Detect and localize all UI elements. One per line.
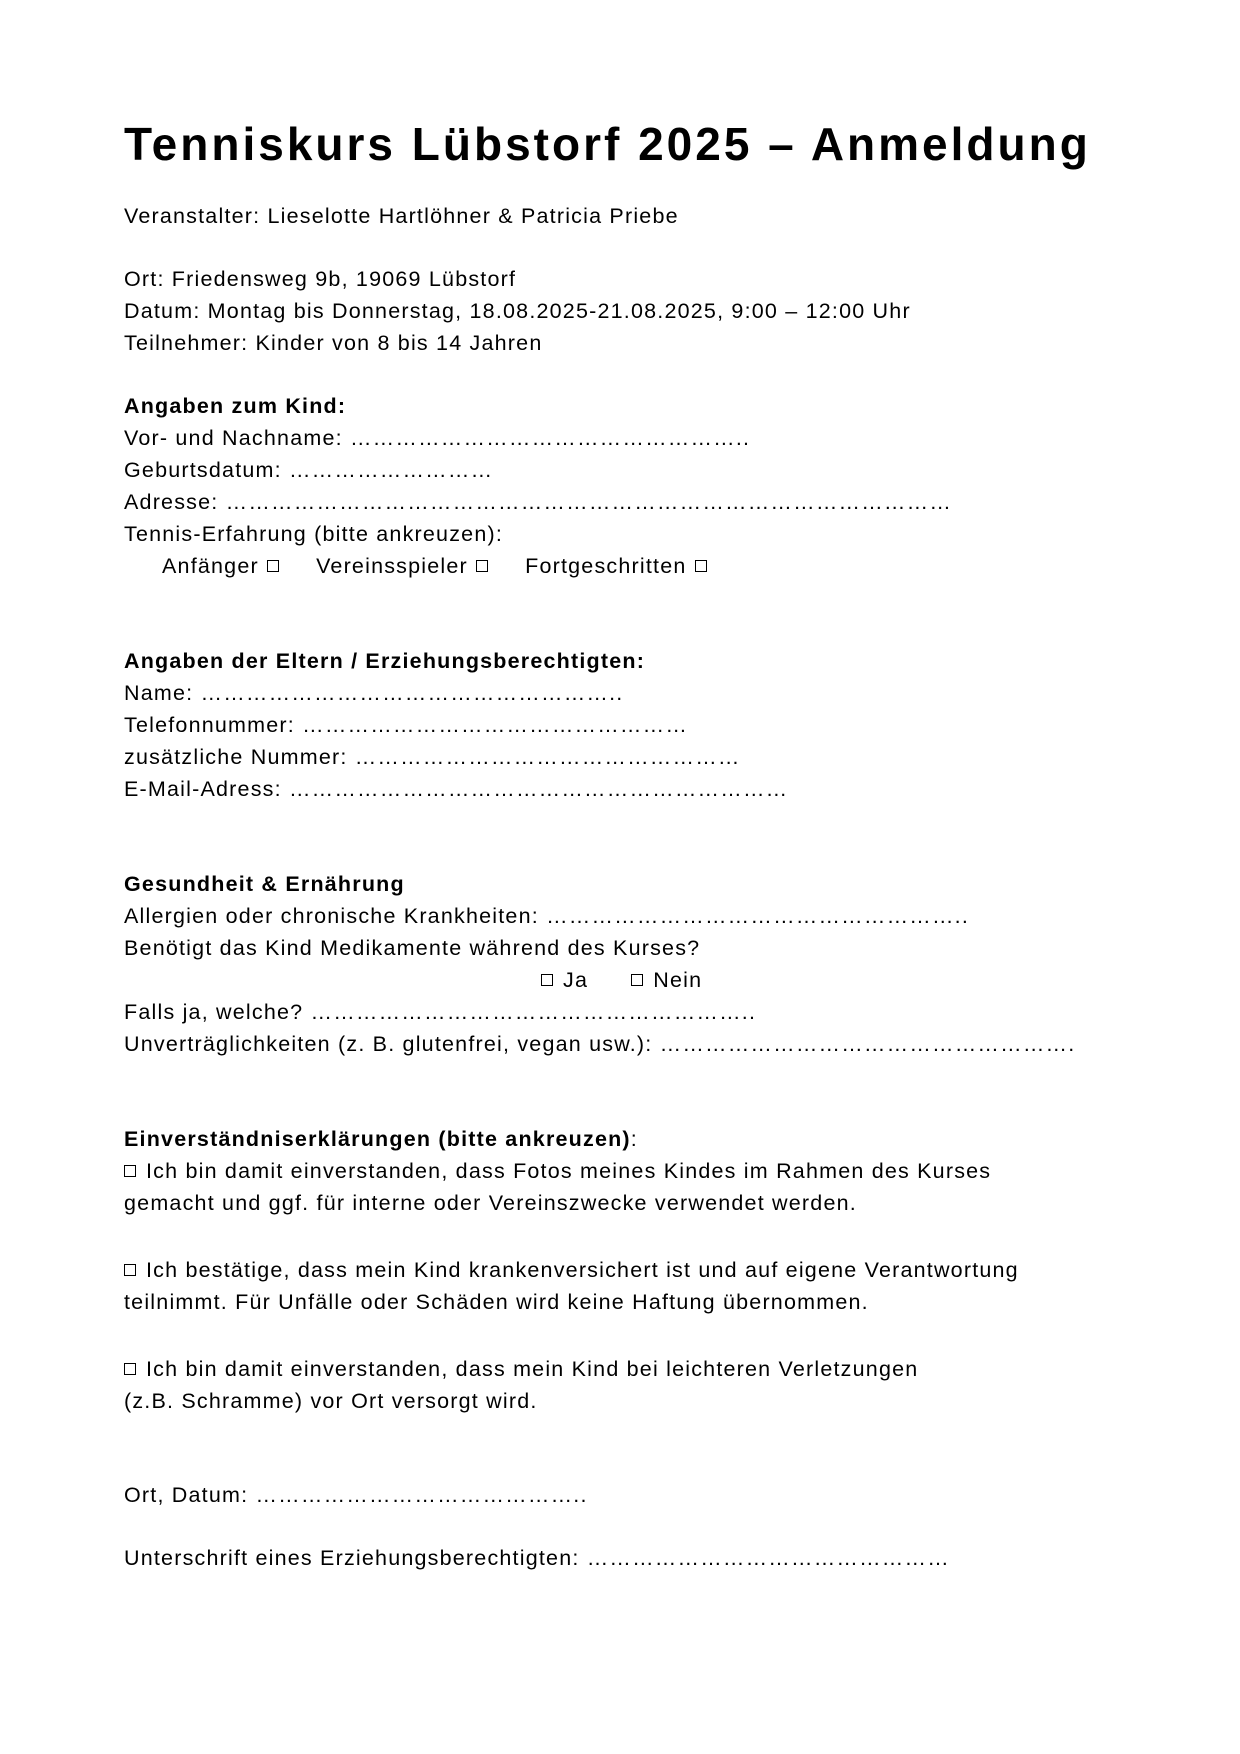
checkbox-icon[interactable] [541, 974, 553, 986]
medication-option-no[interactable]: Nein [631, 965, 702, 995]
consent-insurance[interactable]: Ich bestätige, dass mein Kind krankenversichert ist und auf eigene Verantwortung [124, 1255, 1019, 1285]
parent-email-field[interactable]: E-Mail-Adress: ………………………………………………………… [124, 777, 789, 801]
medication-options [541, 965, 732, 995]
medication-which-field[interactable]: Falls ja, welche? ………………………………………………….. [124, 1000, 757, 1024]
health-section-heading: Gesundheit & Ernährung [124, 872, 405, 896]
child-name-field[interactable]: Vor- und Nachname: …………………………………………….. [124, 426, 751, 450]
child-birthdate-field[interactable]: Geburtsdatum: ……………………… [124, 458, 494, 482]
child-address-field[interactable]: Adresse: …………………………………………………………………………………… [124, 490, 953, 514]
experience-options [162, 551, 737, 581]
intolerances-field[interactable]: Unverträglichkeiten (z. B. glutenfrei, vegan usw.): ………………………………………………. [124, 1032, 1076, 1056]
consent-insurance-continued: teilnimmt. Für Unfälle oder Schäden wird keine Haftung übernommen. [124, 1290, 869, 1314]
parent-name-field[interactable]: Name: ……………………………………………….. [124, 681, 624, 705]
parent-extra-phone-field[interactable]: zusätzliche Nummer: …………………………………………… [124, 745, 741, 769]
checkbox-icon[interactable] [124, 1264, 136, 1276]
medication-option-yes[interactable]: Ja [541, 965, 588, 995]
checkbox-icon[interactable] [124, 1165, 136, 1177]
medication-question: Benötigt das Kind Medikamente während des Kurses? [124, 936, 701, 960]
checkbox-icon[interactable] [476, 560, 488, 572]
consent-first-aid-continued: (z.B. Schramme) vor Ort versorgt wird. [124, 1389, 538, 1413]
signature-field[interactable]: Unterschrift eines Erziehungsberechtigten: ………………………………………… [124, 1546, 950, 1570]
place-date-field[interactable]: Ort, Datum: …………………………………….. [124, 1483, 588, 1507]
participants-line: Teilnehmer: Kinder von 8 bis 14 Jahren [124, 331, 543, 355]
parent-phone-field[interactable]: Telefonnummer: …………………………………………… [124, 713, 689, 737]
consent-first-aid[interactable]: Ich bin damit einverstanden, dass mein Kind bei leichteren Verletzungen [124, 1354, 918, 1384]
experience-option-beginner[interactable]: Anfänger [162, 551, 279, 581]
date-line: Datum: Montag bis Donnerstag, 18.08.2025-21.08.2025, 9:00 – 12:00 Uhr [124, 299, 911, 323]
document-title: Tenniskurs Lübstorf 2025 – Anmeldung [124, 118, 1091, 170]
experience-label: Tennis-Erfahrung (bitte ankreuzen): [124, 522, 504, 546]
experience-option-club-player[interactable]: Vereinsspieler [316, 551, 488, 581]
checkbox-icon[interactable] [267, 560, 279, 572]
location-line: Ort: Friedensweg 9b, 19069 Lübstorf [124, 267, 517, 291]
checkbox-icon[interactable] [124, 1363, 136, 1375]
experience-option-advanced[interactable]: Fortgeschritten [525, 551, 706, 581]
child-section-heading: Angaben zum Kind: [124, 394, 347, 418]
allergies-field[interactable]: Allergien oder chronische Krankheiten: ……………………………………………….. [124, 904, 970, 928]
parent-section-heading: Angaben der Eltern / Erziehungsberechtigten: [124, 649, 646, 673]
consent-photos-continued: gemacht und ggf. für interne oder Vereinszwecke verwendet werden. [124, 1191, 857, 1215]
checkbox-icon[interactable] [631, 974, 643, 986]
checkbox-icon[interactable] [695, 560, 707, 572]
consent-photos[interactable]: Ich bin damit einverstanden, dass Fotos meines Kindes im Rahmen des Kurses [124, 1156, 991, 1186]
organizer-line: Veranstalter: Lieselotte Hartlöhner & Patricia Priebe [124, 204, 679, 228]
consent-section-heading: Einverständniserklärungen (bitte ankreuzen): [124, 1127, 638, 1151]
